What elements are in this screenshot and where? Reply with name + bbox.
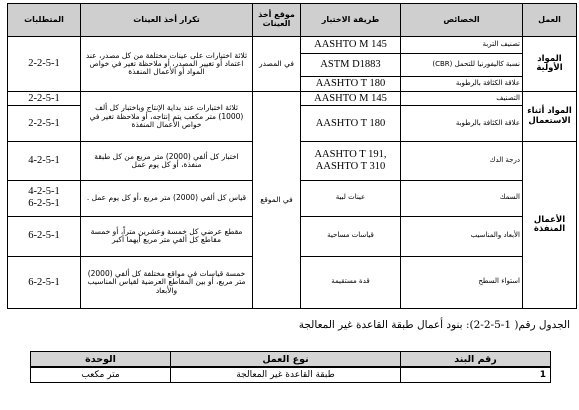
requirement-line: 4-2-5-1 xyxy=(28,186,60,198)
header-work-type: نوع العمل xyxy=(171,352,401,368)
property-cell: علاقة الكثافة بالرطوبة xyxy=(401,106,523,142)
property-cell: علاقة الكثافة بالرطوبة xyxy=(401,77,523,92)
requirement-cell xyxy=(8,180,81,216)
requirement-cell: 6-2-5-1 xyxy=(8,256,81,308)
property-cell: نسبة كاليفورنيا للتحمل (CBR) xyxy=(401,54,523,77)
method-cell: AASHTO T 191, AASHTO T 310 xyxy=(301,142,401,180)
requirement-line: 6-2-5-1 xyxy=(28,198,60,210)
item-work-type: طبقة القاعدة غير المعالجة xyxy=(171,367,401,383)
method-cell: AASHTO M 145 xyxy=(301,37,401,54)
header-requirements: المتطلبات xyxy=(8,4,81,37)
table-caption: الجدول رقم( 1-5-2-2): بنود أعمال طبقة القاعدة غير المعالجة xyxy=(298,319,570,331)
property-cell: السمك xyxy=(401,180,523,216)
property-cell: الأبعاد والمناسيب xyxy=(401,216,523,256)
property-cell: استواء السطح xyxy=(401,256,523,308)
method-cell: قدة مستقيمة xyxy=(301,256,401,308)
frequency-cell: خمسة قياسات في مواقع مختلفة كل ألفي (2000) متر مربع، أو بين المقاطع العرضية لقياس المناسيب والأبعاد xyxy=(81,256,253,308)
specifications-table xyxy=(7,3,577,309)
method-cell: عينات لبية xyxy=(301,180,401,216)
frequency-cell: قياس كل ألفي (2000) متر مربع ،أو كل يوم عمل . xyxy=(81,180,253,216)
frequency-cell: اختبار كل ألفي (2000) متر مربع من كل طبقة منفذة، أو كل يوم عمل xyxy=(81,142,253,180)
property-cell: التصنيف xyxy=(401,92,523,106)
requirement-cell: 4-2-5-1 xyxy=(8,142,81,180)
requirement-cell: 2-2-5-1 xyxy=(8,92,81,106)
method-cell: قياسات مساحية xyxy=(301,216,401,256)
method-cell: ASTM D1883 xyxy=(301,54,401,77)
property-cell: تصنيف التربة xyxy=(401,37,523,54)
requirement-cell: 2-2-5-1 xyxy=(8,106,81,142)
group-executed-works: الأعمال المنفذة xyxy=(523,142,577,309)
group-materials-during-use: المواد أثناء الاستعمال xyxy=(523,92,577,142)
header-work: العمل xyxy=(523,4,577,37)
items-header-row xyxy=(31,352,551,368)
group-primary-materials: المواد الأولية xyxy=(523,37,577,92)
method-cell: AASHTO M 145 xyxy=(301,92,401,106)
header-item-no: رقم البند xyxy=(401,352,551,368)
property-cell: درجة الدك xyxy=(401,142,523,180)
header-row xyxy=(8,4,577,37)
location-source: في المصدر xyxy=(253,37,301,92)
item-number: 1 xyxy=(401,367,551,383)
requirement-cell: 6-2-5-1 xyxy=(8,216,81,256)
item-unit: متر مكعب xyxy=(31,367,171,383)
frequency-cell: ثلاثة اختبارات على عينات مختلفة من كل مصدر، عند اعتماد أو تغيير المصدر، أو ملاحظة تغير في خواص المواد أو الأعمال المنفذة xyxy=(81,37,253,92)
header-properties: الخصائص xyxy=(401,4,523,37)
frequency-cell: ثلاثة اختبارات عند بداية الإنتاج وباختبار كل ألف (1000) متر مكعب يتم إنتاجه، أو ملاحظة تغير في خواص الأعمال المنفذة xyxy=(81,92,253,142)
requirement-cell: 2-2-5-1 xyxy=(8,37,81,92)
header-frequency: تكرار أخذ العينات xyxy=(81,4,253,37)
items-table xyxy=(30,351,551,383)
frequency-cell: مقطع عرضي كل خمسة وعشرين متراً، أو خمسة مقاطع كل ألفي متر مربع أيهما أكبر xyxy=(81,216,253,256)
header-sampling-location: موقع أخذ العينات xyxy=(253,4,301,37)
header-unit: الوحدة xyxy=(31,352,171,368)
table-row xyxy=(8,37,577,54)
method-cell: AASHTO T 180 xyxy=(301,77,401,92)
location-site: في الموقع xyxy=(253,92,301,309)
method-cell: AASHTO T 180 xyxy=(301,106,401,142)
table-row xyxy=(8,92,577,106)
header-method: طريقة الاختبار xyxy=(301,4,401,37)
table-row xyxy=(31,367,551,383)
